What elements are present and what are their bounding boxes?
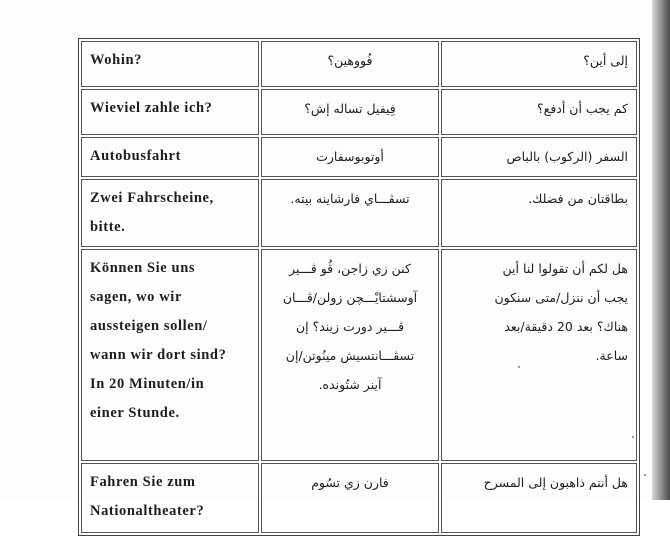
arabic-cell: بطاقتان من فضلك. bbox=[441, 179, 637, 247]
arabic-cell: السفر (الركوب) بالباص bbox=[441, 137, 637, 177]
arabic-cell: هل أنتم ذاهبون إلى المسرح bbox=[441, 463, 637, 533]
scan-speck bbox=[518, 366, 520, 368]
german-cell: Zwei Fahrscheine, bitte. bbox=[81, 179, 259, 247]
table-row bbox=[81, 89, 637, 135]
arabic-cell: كم يجب أن أدفع؟ bbox=[441, 89, 637, 135]
scan-speck bbox=[644, 474, 646, 476]
german-cell: Wieviel zahle ich? bbox=[81, 89, 259, 135]
table-row bbox=[81, 179, 637, 247]
table-row bbox=[81, 137, 637, 177]
transliteration-cell: كنن زي زاجن، ڤُو ڤـــير آوسشتايْـــچن زولن/ڤـــان ڤـــير دورت زيند؟ إن تسڤـــانتسيش مينُوتن/إن آينر شتُونده. bbox=[261, 249, 439, 461]
transliteration-cell: فِيفيل تساله إش؟ bbox=[261, 89, 439, 135]
transliteration-cell: فُووهين؟ bbox=[261, 41, 439, 87]
table-row bbox=[81, 249, 637, 461]
transliteration-cell: تسڤـــاي فارشاينه بيته. bbox=[261, 179, 439, 247]
transliteration-cell: فارن زي تسُوم bbox=[261, 463, 439, 533]
scan-speck bbox=[632, 436, 634, 438]
arabic-cell: إلى أين؟ bbox=[441, 41, 637, 87]
german-cell: Fahren Sie zum Nationaltheater? bbox=[81, 463, 259, 533]
table-row bbox=[81, 41, 637, 87]
german-cell: Können Sie uns sagen, wo wir aussteigen sollen/ wann wir dort sind? In 20 Minuten/in einer Stunde. bbox=[81, 249, 259, 461]
phrase-table bbox=[78, 38, 640, 536]
arabic-cell: هل لكم أن تقولوا لنا أين يجب أن ننزل/متى سنكون هناك؟ بعد 20 دقيقة/بعد ساعة. bbox=[441, 249, 637, 461]
german-cell: Wohin? bbox=[81, 41, 259, 87]
german-cell: Autobusfahrt bbox=[81, 137, 259, 177]
scan-edge-shadow bbox=[652, 0, 670, 500]
table-row bbox=[81, 463, 637, 533]
transliteration-cell: أوتوبوسفارت bbox=[261, 137, 439, 177]
